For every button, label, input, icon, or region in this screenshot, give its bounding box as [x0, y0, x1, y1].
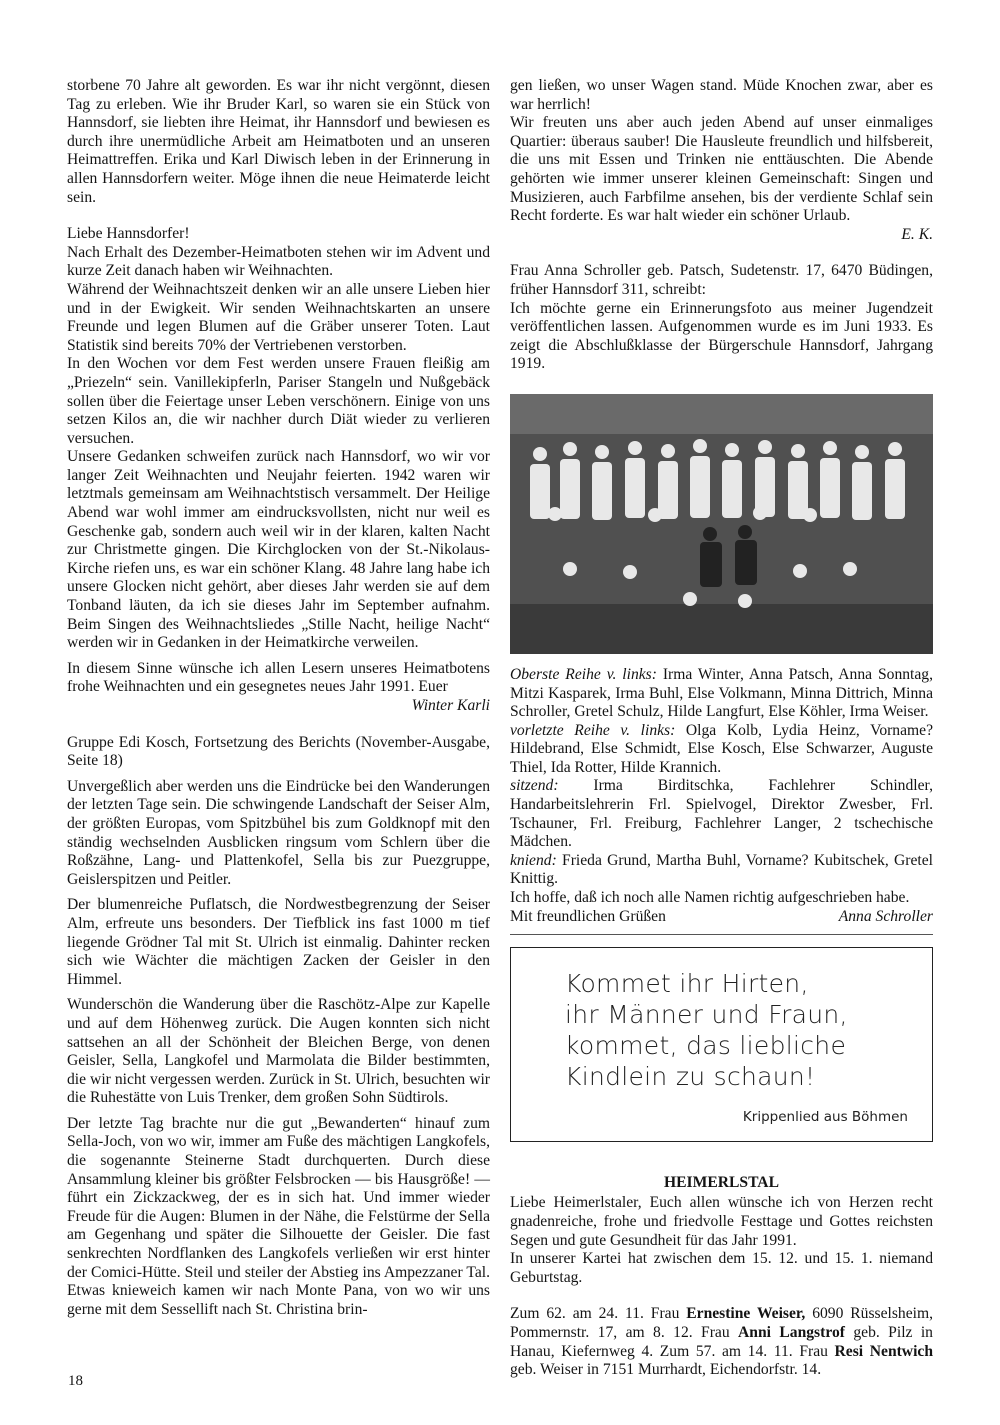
quote-line: ihr Männer und Fraun,	[565, 1000, 848, 1030]
paragraph: Nach Erhalt des Dezember-Heimatboten stehen wir im Advent und kurze Zeit danach haben wir Weihnachten.	[67, 243, 490, 280]
paragraph: Wunderschön die Wanderung über die Raschötz-Alpe zur Kapelle und auf dem Höhenweg zurück. Die Augen konnten sich nicht sattsehen an all der Schönheit der Bleichen Berge, von denen Geisler, Sella, Langkofel und Marmolata die Bilder bestimmten, die wir nicht vergessen werden. Zurück in St. Ulrich, besuchten wir die Ruhestätte von Luis Trenker, dem großen Sohn Südtirols.	[67, 996, 490, 1107]
paragraph: In unserer Kartei hat zwischen dem 15. 12. und 15. 1. niemand Geburtstag.	[510, 1250, 933, 1286]
birthday-list: Zum 62. am 24. 11. Frau Ernestine Weiser, 6090 Rüsselsheim, Pommernstr. 17, am 8. 12. Frau Anni Langstrof geb. Pilz in Hanau, Kiefernweg 4. Zum 57. am 14. 11. Frau Resi Nentwich geb. Weiser in 7151 Murrhardt, Eichendorfstr. 14.	[510, 1305, 933, 1379]
paragraph: In den Wochen vor dem Fest werden unsere Frauen fleißig am „Priezeln“ sein. Vanillekipferln, Pariser Stangeln und Nußgebäck sollen über die Feiertage unser Leben verschönern. Einige von uns setzen Kilos an, die wir nachher durch Diät wieder zu verlieren versuchen.	[67, 355, 490, 447]
photo-caption-top-row: Oberste Reihe v. links: Irma Winter, Anna Patsch, Anna Sonntag, Mitzi Kasparek, Irma Buhl, Else Volkmann, Minna Dittrich, Minna Schroller, Gretel Schulz, Hilde Langfurt, Else Köhler, Irma Weiser.	[510, 665, 933, 721]
paragraph: Der letzte Tag brachte nur die gut „Bewanderten“ hinauf zum Sella-Joch, von wo wir, immer am Fuße des mächtigen Langkofels, die sogenannte Steinerne Stadt durchquerten. Durch diese Ansammlung kleiner bis größter Felsbrocken — bis Hausgröße! — führt ein Zickzackweg, der es in sich hat. Und immer wieder Freude für die Augen: Blumen in der Nähe, die Felstürme der Sella am Gegenhang und später die Silhouette der Geisler. Die fast senkrechten Nordflanken des Langkofels verließen wir erst hinter der Comici-Hütte. Steil und steiler der Abstieg ins Ampezzaner Tal. Etwas knieweich kamen wir nach Monte Pana, von wo wir uns gerne mit dem Sessellift nach St. Christina brin-	[67, 1114, 490, 1318]
paragraph: Ich hoffe, daß ich noch alle Namen richtig aufgeschrieben habe.	[510, 889, 910, 907]
photo-caption-seated: sitzend: Irma Birditschka, Fachlehrer Schindler, Handarbeitslehrerin Frl. Spielvogel, Direktor Zwesber, Frl. Tschauner, Frl. Freiburg, Fachlehrer Langer, 2 tschechische Mädchen.	[510, 777, 933, 851]
divider	[510, 934, 933, 935]
paragraph: Unvergeßlich aber werden uns die Eindrücke bei den Wanderungen der letzten Tage sein. Die schwingende Landschaft der Seiser Alm, der größten Europas, vom Spitzbühel bis zum Goldknopf mit den ständig wechselnden Ausblicken ringsum vom Schlern über die Roßzähne, Lang- und Plattenkofel, Sella bis zur Puezgruppe, Geislerspitzen und Peitler.	[67, 777, 490, 888]
paragraph: Liebe Heimerlstaler, Euch allen wünsche ich von Herzen recht gnadenreiche, frohe und friedvolle Festtage und Gottes reichsten Segen und gute Gesundheit für das Jahr 1991.	[510, 1194, 933, 1249]
left-column	[67, 77, 490, 1319]
obituary-ending: storbene 70 Jahre alt geworden. Es war ihr nicht vergönnt, diesen Tag zu erleben. Wie ihr Bruder Karl, so waren sie ein Stück von Hannsdorf, sie liebten ihre Heimat, ihr Hannsdorf und bewiesen es durch ihre unermüdliche Arbeit am Heimatboten und an unseren Heimattreffen. Erika und Karl Diwisch leben in der Erinnerung in allen Hannsdorfern weiter. Möge ihnen die neue Heimaterde leicht sein.	[67, 77, 490, 206]
paragraph: Ich möchte gerne ein Erinnerungsfoto aus meiner Jugendzeit veröffentlichen lassen. Aufgenommen wurde es im Juni 1933. Es zeigt die Abschlußklasse der Bürgerschule Hannsdorf, Jahrgang 1919.	[510, 299, 933, 373]
quote-source: Krippenlied aus Böhmen	[742, 1109, 908, 1126]
closing-line: Mit freundlichen Grüßen Anna Schroller	[510, 907, 933, 925]
quote-line: Kindlein zu schaun!	[565, 1062, 816, 1092]
quote-line: kommet, das liebliche	[565, 1031, 847, 1061]
right-column	[510, 77, 933, 1380]
class-photo	[510, 394, 933, 654]
paragraph: Wir freuten uns aber auch jeden Abend auf unser einmaliges Quartier: überaus sauber! Die Hausleute freundlich und hilfsbereit, die uns mit Essen und Trinken nie enttäuschten. Die Abende gehörten wie immer unserer kleinen Gemeinschaft: Singen und Musizieren, auch Farbfilme ansehen, bis der verdiente Schlaf sein Recht forderte. Es war halt wieder ein schöner Urlaub.	[510, 114, 933, 225]
signature-winter-karli: Winter Karli	[411, 697, 490, 714]
photo-caption-second-row: vorletzte Reihe v. links: Olga Kolb, Lydia Heinz, Vorname? Hildebrand, Else Schmidt, Else Kosch, Else Schwarzer, Auguste Thiel, Ida Rotter, Hilde Krannich.	[510, 721, 934, 776]
paragraph: gen ließen, wo unser Wagen stand. Müde Knochen zwar, aber es war herrlich!	[510, 77, 933, 113]
quote-line: Kommet ihr Hirten,	[565, 969, 809, 999]
signature-ek: E. K.	[901, 225, 933, 243]
paragraph: Unsere Gedanken schweifen zurück nach Hannsdorf, wo wir vor langer Zeit Weihnachten und Neujahr feierten. 1942 waren wir letztmals gemeinsam am Weihnachtstisch versammelt. Der Heilige Abend war wohl immer am eindrucksvollsten, nicht nur weil es Geschenke gab, sondern auch weil wir in der klaren, kalten Nacht zur Christmette gingen. Die Kirchglocken von der St.-Nikolaus-Kirche riefen uns, es war ein schöner Klang. 48 Jahre lang habe ich unsere Glocken nicht gehört, aber dieses Jahr werden sie auf dem Tonband läuten, da ich sie dieses Jahr im September aufnahm. Beim Singen des Weihnachtsliedes „Stille Nacht, heilige Nacht“ werden wir in Gedanken in der Heimatkirche verweilen.	[67, 448, 490, 652]
carol-quote-box	[510, 947, 933, 1142]
page-number: 18	[68, 1373, 83, 1389]
letter-intro: Frau Anna Schroller geb. Patsch, Sudetenstr. 17, 6470 Büdingen, früher Hannsdorf 311, schreibt:	[510, 262, 933, 298]
signature-anna-schroller: Anna Schroller	[838, 907, 933, 925]
paragraph: Der blumenreiche Puflatsch, die Nordwestbegrenzung der Seiser Alm, erfreute uns besonders. Der Tiefblick ins fast 1000 m tief liegende Grödner Tal mit St. Ulrich ist einmalig. Dahinter recken sich wie Wächter die mächtigen Zacken der Geisler in den Himmel.	[67, 896, 490, 988]
paragraph: Während der Weihnachtszeit denken wir an alle unsere Lieben hier und in der Ewigkeit. Wir senden Weihnachtskarten an unsere Freunde und legen Blumen auf die Gräber unserer Toten. Laut Statistik sind bereits 70% der Vertriebenen verstorben.	[67, 280, 490, 354]
section-heading-heimerlstal: HEIMERLSTAL	[664, 1173, 779, 1191]
paragraph: In diesem Sinne wünsche ich allen Lesern unseres Heimatbotens frohe Weihnachten und ein gesegnetes neues Jahr 1991. Euer	[67, 659, 490, 696]
photo-caption-kneeling: kniend: Frieda Grund, Martha Buhl, Vorname? Kubitschek, Gretel Knittig.	[510, 851, 933, 888]
greeting: Liebe Hannsdorfer!	[67, 225, 190, 243]
report-heading: Gruppe Edi Kosch, Fortsetzung des Berichts (November-Ausgabe, Seite 18)	[67, 733, 490, 770]
